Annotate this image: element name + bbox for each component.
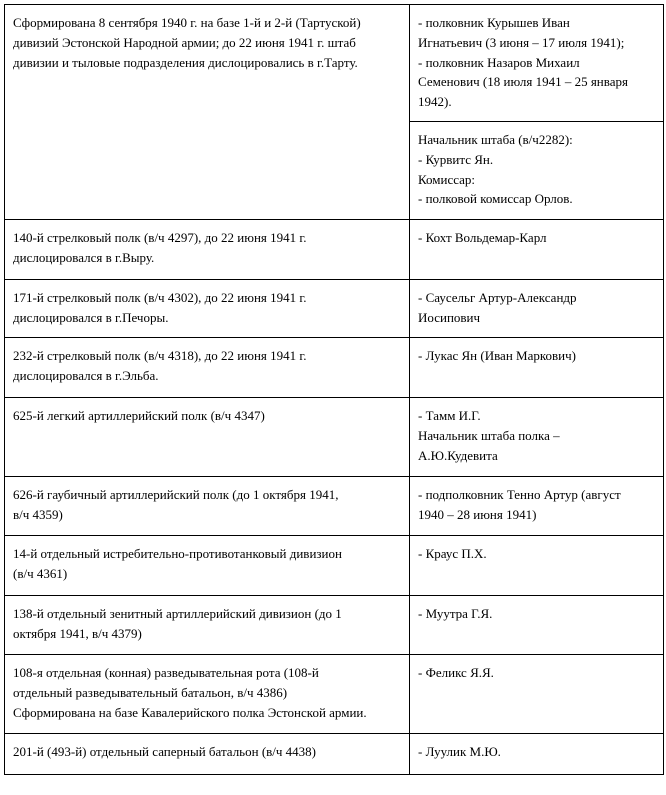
- table-row: [5, 655, 664, 734]
- cell-line: Начальник штаба полка –: [418, 427, 560, 443]
- cell-line: - Саусельг Артур-Александр: [418, 290, 577, 305]
- commander-cell: [410, 477, 664, 536]
- cell-line: Игнатьевич (3 июня – 17 июля 1941);: [418, 34, 625, 50]
- table-row: [5, 477, 664, 536]
- table-row: [5, 5, 664, 122]
- cell-line: октября 1941, в/ч 4379): [13, 625, 142, 641]
- unit-cell: [5, 220, 410, 280]
- cell-line: дислоцировался в г.Эльба.: [13, 367, 159, 383]
- cell-line: Комиссар:: [418, 171, 476, 187]
- cell-line: - полковник Назаров Михаил: [418, 54, 580, 70]
- cell-line: - Кохт Вольдемар-Карл: [418, 230, 547, 245]
- commander-cell: [410, 122, 664, 220]
- commander-cell: [410, 398, 664, 477]
- cell-line: Сформирована 8 сентября 1940 г. на базе 1-й и 2-й (Тартуской): [13, 15, 361, 30]
- table-row: [5, 220, 664, 280]
- cell-line: 1940 – 28 июня 1941): [418, 506, 537, 522]
- cell-line: - Муутра Г.Я.: [418, 606, 493, 621]
- unit-cell: [5, 536, 410, 596]
- cell-line: 138-й отдельный зенитный артиллерийский дивизион (до 1: [13, 606, 342, 621]
- cell-line: 625-й легкий артиллерийский полк (в/ч 4347): [13, 408, 265, 423]
- cell-line: - Краус П.Х.: [418, 546, 487, 561]
- cell-line: - Феликс Я.Я.: [418, 665, 494, 680]
- cell-line: 232-й стрелковый полк (в/ч 4318), до 22 июня 1941 г.: [13, 348, 307, 363]
- cell-line: дислоцировался в г.Выру.: [13, 249, 155, 265]
- cell-line: 14-й отдельный истребительно-противотанковый дивизион: [13, 546, 342, 561]
- table-row: [5, 734, 664, 775]
- cell-line: дивизий Эстонской Народной армии; до 22 июня 1941 г. штаб: [13, 34, 356, 50]
- division-table: [4, 4, 664, 775]
- commander-cell: [410, 220, 664, 280]
- cell-line: - Тамм И.Г.: [418, 408, 481, 423]
- cell-line: 201-й (493-й) отдельный саперный батальон (в/ч 4438): [13, 744, 317, 759]
- commander-cell: [410, 280, 664, 338]
- cell-line: 171-й стрелковый полк (в/ч 4302), до 22 июня 1941 г.: [13, 290, 307, 305]
- commander-cell: [410, 536, 664, 596]
- commander-cell: [410, 734, 664, 775]
- cell-line: 1942).: [418, 94, 452, 110]
- cell-line: 108-я отдельная (конная) разведывательная рота (108-й: [13, 665, 319, 680]
- cell-line: 626-й гаубичный артиллерийский полк (до 1 октября 1941,: [13, 487, 339, 502]
- cell-line: Начальник штаба (в/ч2282):: [418, 132, 573, 147]
- unit-cell: [5, 596, 410, 655]
- unit-cell: [5, 5, 410, 220]
- cell-line: - полковник Курышев Иван: [418, 15, 570, 30]
- table-row: [5, 596, 664, 655]
- cell-line: Иосипович: [418, 309, 481, 325]
- table-row: [5, 398, 664, 477]
- cell-line: Сформирована на базе Кавалерийского полка Эстонской армии.: [13, 704, 367, 720]
- cell-line: (в/ч 4361): [13, 565, 68, 581]
- table-row: [5, 338, 664, 398]
- table-row: [5, 280, 664, 338]
- unit-cell: [5, 338, 410, 398]
- unit-cell: [5, 280, 410, 338]
- commander-cell: [410, 596, 664, 655]
- cell-line: - Луулик М.Ю.: [418, 744, 501, 759]
- cell-line: - Лукас Ян (Иван Маркович): [418, 348, 576, 363]
- cell-line: дислоцировался в г.Печоры.: [13, 309, 169, 325]
- unit-cell: [5, 655, 410, 734]
- cell-line: - подполковник Тенно Артур (август: [418, 487, 621, 502]
- cell-line: - Курвитс Ян.: [418, 151, 494, 167]
- cell-line: Семенович (18 июля 1941 – 25 января: [418, 74, 628, 90]
- cell-line: дивизии и тыловые подразделения дислоцировались в г.Тарту.: [13, 54, 358, 70]
- cell-line: - полковой комиссар Орлов.: [418, 191, 573, 207]
- cell-line: отдельный разведывательный батальон, в/ч 4386): [13, 684, 288, 700]
- commander-cell: [410, 338, 664, 398]
- cell-line: А.Ю.Кудевита: [418, 447, 498, 463]
- cell-line: 140-й стрелковый полк (в/ч 4297), до 22 июня 1941 г.: [13, 230, 307, 245]
- unit-cell: [5, 398, 410, 477]
- commander-cell: [410, 5, 664, 122]
- unit-cell: [5, 734, 410, 775]
- commander-cell: [410, 655, 664, 734]
- cell-line: в/ч 4359): [13, 506, 63, 522]
- unit-cell: [5, 477, 410, 536]
- table-row: [5, 536, 664, 596]
